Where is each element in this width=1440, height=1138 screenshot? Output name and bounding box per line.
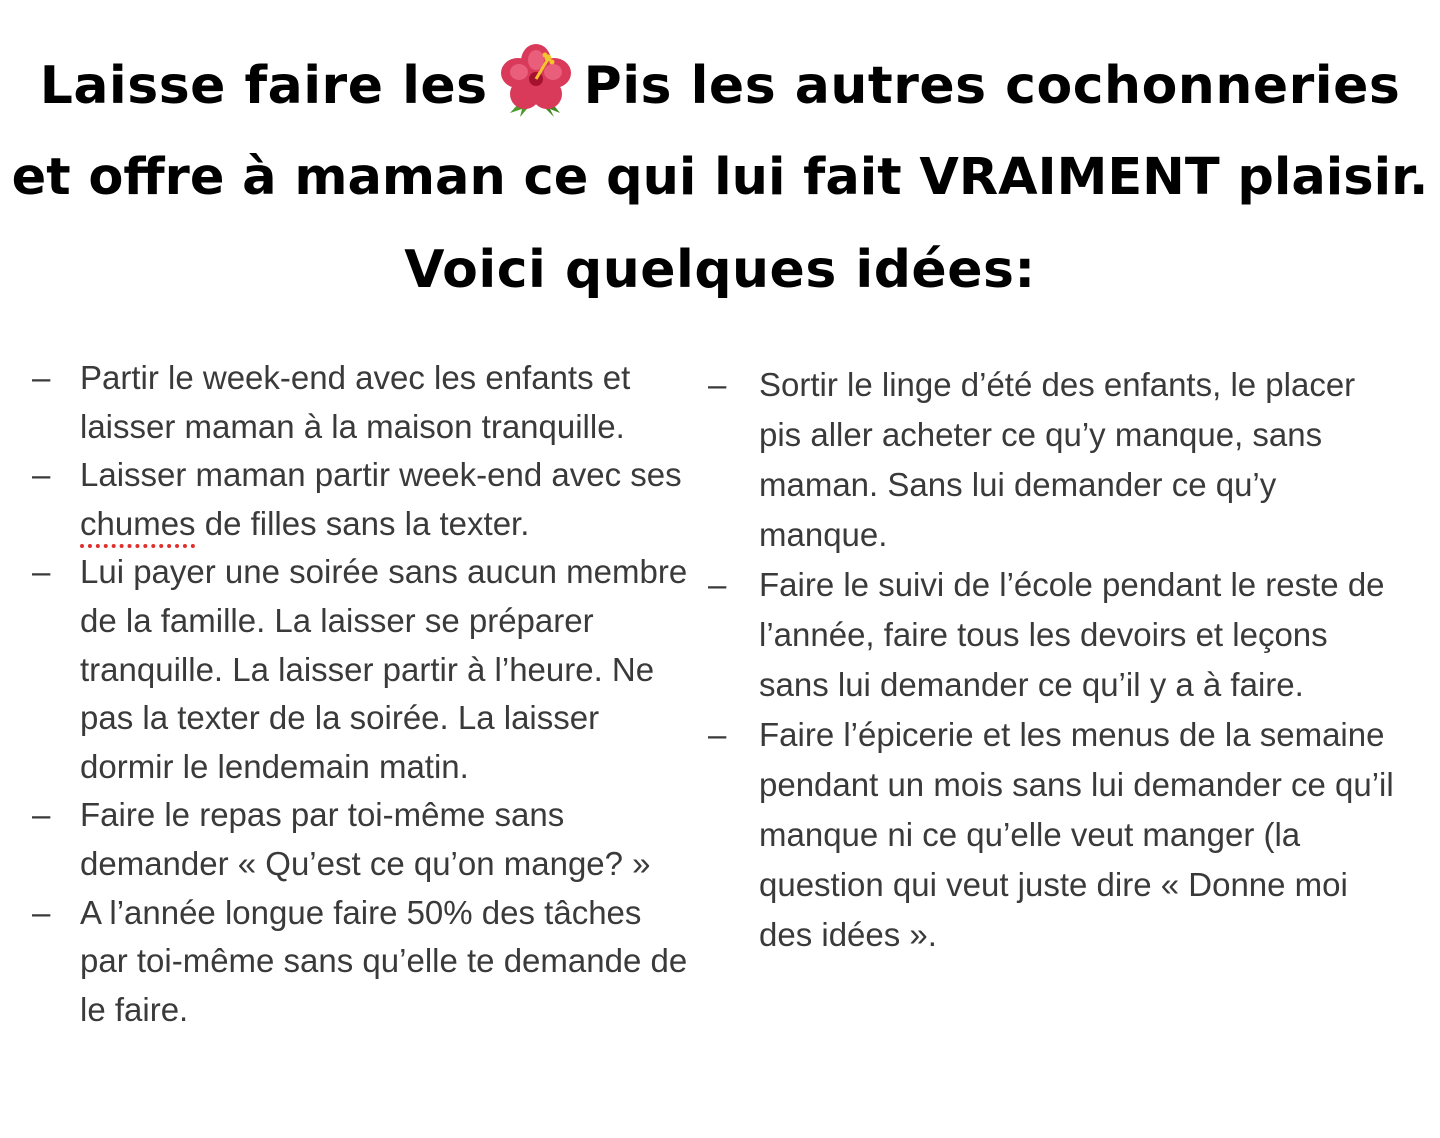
dash-bullet: – (32, 359, 51, 396)
hibiscus-icon (496, 43, 576, 121)
list-item-text: A l’année longue faire 50% des tâches par toi-même sans qu’elle te demande de le faire. (80, 893, 688, 1028)
list-item-text: Lui payer une soirée sans aucun membre de la famille. La laisser se préparer tranquille. La laisser partir à l’heure. Ne pas la texter de la soirée. La laisser dormir le lendemain matin. (80, 553, 688, 785)
heading-line-1-end: Pis les autres cochonneries (583, 56, 1401, 116)
list-item-text (80, 456, 682, 542)
list-item-text-start: Laisser maman partir week-end avec ses (80, 456, 682, 494)
list-item-text: Partir le week-end avec les enfants et laisser maman à la maison tranquille. (80, 359, 631, 445)
dash-bullet: – (708, 366, 727, 403)
list-item (32, 548, 692, 791)
list-item (32, 791, 692, 888)
list-item (708, 560, 1398, 710)
heading-line-1-start: Laisse faire les (39, 56, 488, 116)
right-column (708, 360, 1398, 960)
dash-bullet: – (32, 456, 51, 494)
left-column (32, 354, 692, 1034)
misspelled-word[interactable]: chumes (80, 504, 196, 542)
list-item (32, 451, 692, 548)
heading-line-3: Voici quelques idées: (404, 240, 1036, 300)
dash-bullet: – (708, 566, 727, 603)
dash-bullet: – (32, 893, 51, 931)
page-heading (0, 40, 1440, 316)
list-item (32, 889, 692, 1035)
list-item-text: Faire le repas par toi-même sans demander « Qu’est ce qu’on mange? » (80, 796, 651, 882)
list-item-text: Faire l’épicerie et les menus de la semaine pendant un mois sans lui demander ce qu’il manque ni ce qu’elle veut manger (la question qui veut juste dire « Donne moi des idées ». (759, 716, 1394, 953)
dash-bullet: – (32, 796, 51, 834)
list-item-text: Faire le suivi de l’école pendant le reste de l’année, faire tous les devoirs et leçons sans lui demander ce qu’il y a à faire. (759, 566, 1385, 703)
dash-bullet: – (32, 553, 51, 591)
list-item (32, 354, 692, 451)
list-item (708, 360, 1398, 560)
dash-bullet: – (708, 716, 727, 753)
list-item (708, 710, 1398, 960)
heading-line-1 (0, 40, 1440, 132)
list-item-text: Sortir le linge d’été des enfants, le placer pis aller acheter ce qu’y manque, sans maman. Sans lui demander ce qu’y manque. (759, 366, 1356, 553)
heading-line-2: et offre à maman ce qui lui fait VRAIMENT plaisir. (11, 148, 1429, 207)
list-item-text-end: de filles sans la texter. (195, 504, 530, 542)
